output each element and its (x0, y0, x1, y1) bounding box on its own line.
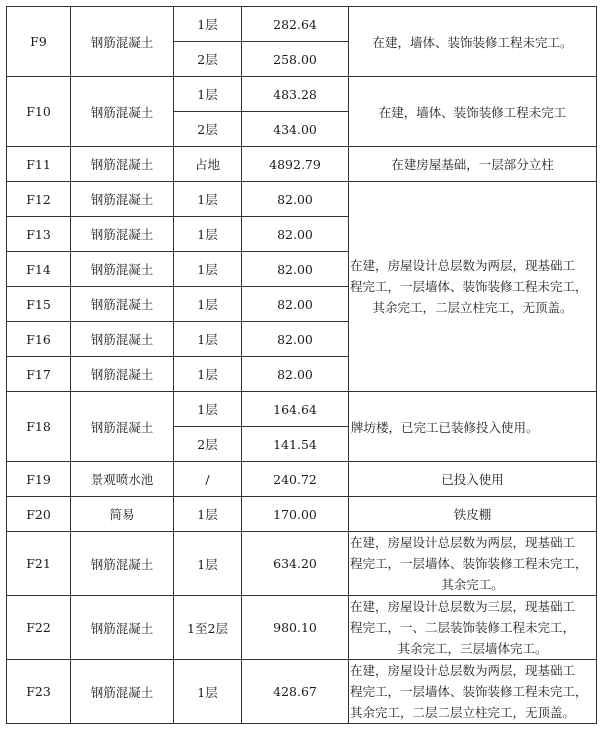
id-cell: F14 (7, 252, 71, 287)
id-cell: F17 (7, 357, 71, 392)
id-cell: F16 (7, 322, 71, 357)
note-line: 其余完工，二层二层立柱完工，无顶盖。 (350, 705, 576, 720)
area-cell: 82.00 (242, 252, 349, 287)
note-cell: 在建，墙体、装饰装修工程未完工 (349, 77, 597, 147)
area-cell: 980.10 (242, 596, 349, 660)
area-cell: 240.72 (242, 462, 349, 497)
area-cell: 82.00 (242, 217, 349, 252)
id-cell: F19 (7, 462, 71, 497)
area-cell: 428.67 (242, 660, 349, 724)
note-cell: 牌坊楼，已完工已装修投入使用。 (349, 392, 597, 462)
layer-cell: 1至2层 (174, 596, 242, 660)
id-cell: F10 (7, 77, 71, 147)
note-line: 程完工，一层墙体、装饰装修工程未完工， (350, 556, 588, 571)
id-cell: F21 (7, 532, 71, 596)
area-cell: 282.64 (242, 7, 349, 42)
note-line: 在建，房屋设计总层数为三层，现基础工 (350, 599, 576, 614)
layer-cell: 1层 (174, 7, 242, 42)
area-cell: 170.00 (242, 497, 349, 532)
layer-cell: 1层 (174, 287, 242, 322)
area-cell: 4892.79 (242, 147, 349, 182)
note-cell (349, 182, 597, 392)
note-cell (349, 596, 597, 660)
id-cell: F11 (7, 147, 71, 182)
area-cell: 141.54 (242, 427, 349, 462)
layer-cell: 2层 (174, 427, 242, 462)
layer-cell: 1层 (174, 532, 242, 596)
note-line: 在建，房屋设计总层数为两层，现基础工 (350, 663, 576, 678)
note-cell (349, 532, 597, 596)
structure-cell: 钢筋混凝土 (71, 217, 174, 252)
table-row (7, 392, 597, 427)
layer-cell: 2层 (174, 42, 242, 77)
structure-cell: 钢筋混凝土 (71, 7, 174, 77)
note-line: 在建，房屋设计总层数为两层，现基础工 (350, 535, 576, 550)
layer-cell: 1层 (174, 252, 242, 287)
structure-cell: 钢筋混凝土 (71, 77, 174, 147)
layer-cell: 1层 (174, 322, 242, 357)
structure-cell: 钢筋混凝土 (71, 147, 174, 182)
table-row (7, 497, 597, 532)
note-cell: 在建，墙体、装饰装修工程未完工。 (349, 7, 597, 77)
layer-cell: 2层 (174, 112, 242, 147)
structure-cell: 钢筋混凝土 (71, 596, 174, 660)
table-row (7, 7, 597, 42)
layer-cell: 1层 (174, 660, 242, 724)
area-cell: 634.20 (242, 532, 349, 596)
id-cell: F15 (7, 287, 71, 322)
area-cell: 434.00 (242, 112, 349, 147)
layer-cell: 1层 (174, 217, 242, 252)
structure-cell: 钢筋混凝土 (71, 322, 174, 357)
structure-cell: 钢筋混凝土 (71, 660, 174, 724)
table-row (7, 660, 597, 724)
area-cell: 82.00 (242, 182, 349, 217)
area-cell: 82.00 (242, 357, 349, 392)
structure-cell: 钢筋混凝土 (71, 392, 174, 462)
layer-cell: 占地 (174, 147, 242, 182)
note-line: 在建，房屋设计总层数为两层，现基础工 (350, 258, 576, 273)
structure-cell: 钢筋混凝土 (71, 357, 174, 392)
layer-cell: 1层 (174, 182, 242, 217)
layer-cell: 1层 (174, 357, 242, 392)
id-cell: F12 (7, 182, 71, 217)
note-cell: 在建房屋基础，一层部分立柱 (349, 147, 597, 182)
table-row (7, 77, 597, 112)
id-cell: F13 (7, 217, 71, 252)
note-line: 其余完工，三层墙体完工。 (397, 641, 548, 656)
structure-cell: 钢筋混凝土 (71, 182, 174, 217)
table-row (7, 462, 597, 497)
id-cell: F20 (7, 497, 71, 532)
note-cell: 铁皮棚 (349, 497, 597, 532)
area-cell: 82.00 (242, 287, 349, 322)
table-row (7, 532, 597, 596)
note-line: 程完工，一、二层装饰装修工程未完工， (350, 620, 576, 635)
area-cell: 82.00 (242, 322, 349, 357)
table-row (7, 147, 597, 182)
structure-cell: 景观喷水池 (71, 462, 174, 497)
area-cell: 258.00 (242, 42, 349, 77)
note-line: 程完工，一层墙体、装饰装修工程未完工， (350, 684, 588, 699)
id-cell: F9 (7, 7, 71, 77)
id-cell: F22 (7, 596, 71, 660)
property-table (6, 6, 597, 724)
structure-cell: 钢筋混凝土 (71, 287, 174, 322)
structure-cell: 简易 (71, 497, 174, 532)
area-cell: 483.28 (242, 77, 349, 112)
table-row (7, 182, 597, 217)
note-line: 其余完工。 (441, 577, 504, 592)
note-cell (349, 660, 597, 724)
note-cell: 已投入使用 (349, 462, 597, 497)
note-line: 其余完工，二层立柱完工，无顶盖。 (372, 300, 573, 315)
id-cell: F23 (7, 660, 71, 724)
id-cell: F18 (7, 392, 71, 462)
structure-cell: 钢筋混凝土 (71, 532, 174, 596)
layer-cell: / (174, 462, 242, 497)
note-line: 程完工，一层墙体、装饰装修工程未完工， (350, 279, 588, 294)
layer-cell: 1层 (174, 497, 242, 532)
layer-cell: 1层 (174, 77, 242, 112)
structure-cell: 钢筋混凝土 (71, 252, 174, 287)
layer-cell: 1层 (174, 392, 242, 427)
area-cell: 164.64 (242, 392, 349, 427)
table-row (7, 596, 597, 660)
